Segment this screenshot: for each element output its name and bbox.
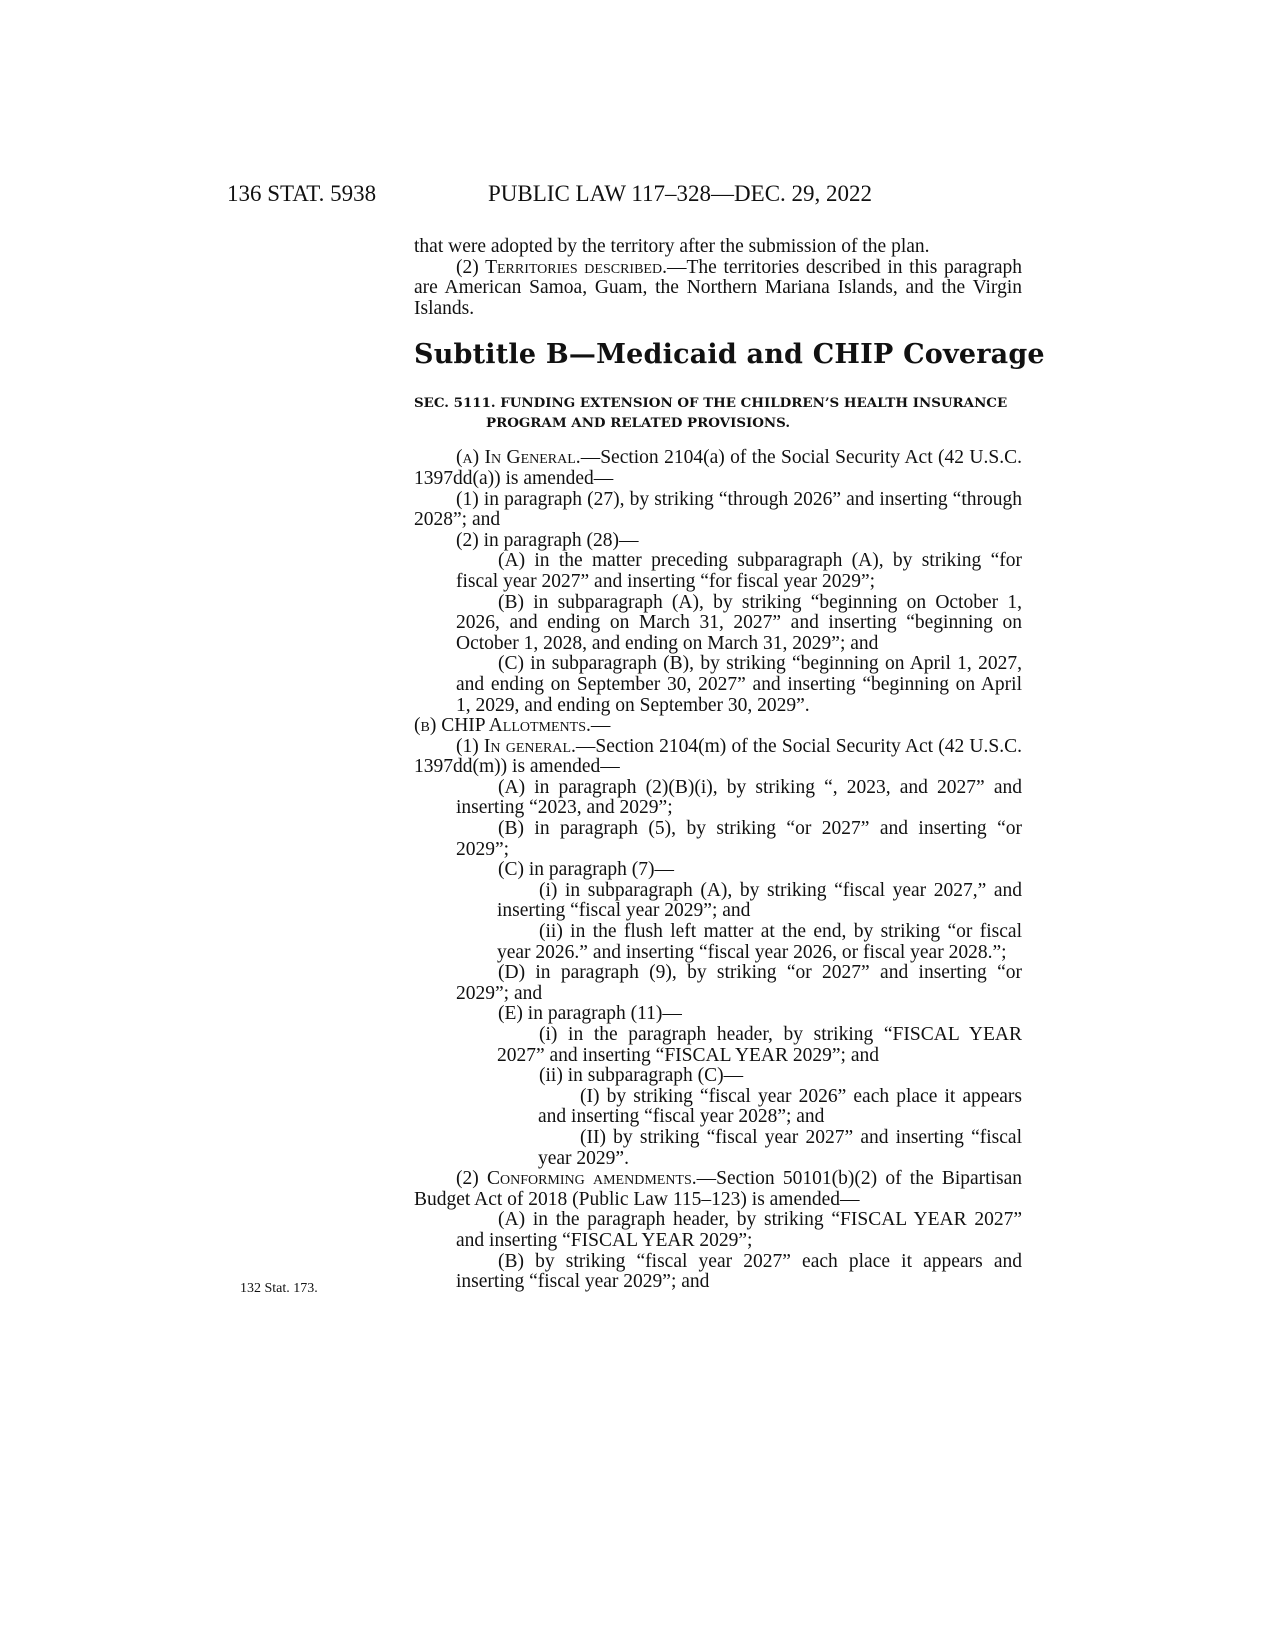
paragraph-heading: (2) Conforming amendments. (456, 1168, 697, 1190)
paragraph (414, 258, 1022, 320)
margin-note: 132 Stat. 173. (240, 1281, 318, 1296)
subparagraph-b1E: (E) in paragraph (11)— (498, 1003, 682, 1025)
subparagraph-b1D: (D) in paragraph (9), by striking “or 2027” and inserting “or 2029”; and (456, 962, 1022, 1004)
subparagraph-b1C: (C) in paragraph (7)— (498, 859, 674, 881)
subparagraph-b2B: (B) by striking “fiscal year 2027” each place it appears and inserting “fiscal year 2029”; and (456, 1250, 1022, 1293)
subsection-a (414, 448, 1022, 489)
subparagraph-a2C: (C) in subparagraph (B), by striking “beginning on April 1, 2027, and ending on September 30, 2027” and inserting “beginning on April 1, 2029, and ending on September 30, 2029”. (456, 653, 1022, 716)
paragraph-text: —Section 50101(b)(2) of the Bipartisan Budget Act of 2018 (Public Law 115–123) is amended— (414, 1168, 1023, 1210)
subparagraph-b2A: (A) in the paragraph header, by striking “FISCAL YEAR 2027” and inserting “FISCAL YEAR 2029”; (456, 1209, 1022, 1251)
subsection-text: — (590, 715, 611, 737)
page-citation: 136 STAT. 5938 (227, 181, 377, 206)
paragraph-b2 (414, 1169, 1022, 1210)
subparagraph-a2B: (B) in subparagraph (A), by striking “beginning on October 1, 2026, and ending on March 31, 2027” and inserting “beginning on October 1, 2028, and ending on March 31, 2029”; and (456, 591, 1022, 654)
section-heading: SEC. 5111. FUNDING EXTENSION OF THE CHILDREN’S HEALTH INSURANCE PROGRAM AND RELATED PROVISIONS. (414, 395, 1008, 432)
subparagraph-a2A: (A) in the matter preceding subparagraph (A), by striking “for fiscal year 2027” and inserting “for fiscal year 2029”; (456, 550, 1022, 592)
subclause-I: (I) by striking “fiscal year 2026” each place it appears and inserting “fiscal year 2028”; and (538, 1085, 1022, 1128)
document-body (414, 236, 1045, 1293)
subsection-b (414, 716, 1022, 737)
subtitle-heading: Subtitle B—Medicaid and CHIP Coverage (414, 339, 1045, 371)
paragraph-b1 (414, 737, 1022, 778)
paragraph: that were adopted by the territory after the submission of the plan. (414, 236, 930, 257)
paragraph-a1: (1) in paragraph (27), by striking “through 2026” and inserting “through 2028”; and (414, 488, 1022, 531)
clause-b1Ci: (i) in subparagraph (A), by striking “fiscal year 2027,” and inserting “fiscal year 2029”; and (497, 879, 1022, 922)
paragraph-text: —Section 2104(m) of the Social Security Act (42 U.S.C. 1397dd(m)) is amended— (414, 735, 1022, 778)
subsection-heading: (a) In General. (456, 447, 581, 469)
clause-b1Eii: (ii) in subparagraph (C)— (539, 1065, 744, 1087)
running-header: PUBLIC LAW 117–328—DEC. 29, 2022 (488, 181, 873, 206)
subparagraph-b1A: (A) in paragraph (2)(B)(i), by striking “, 2023, and 2027” and inserting “2023, and 2029”; (456, 776, 1022, 819)
subparagraph-b1B: (B) in paragraph (5), by striking “or 2027” and inserting “or 2029”; (456, 818, 1022, 860)
paragraph-a2: (2) in paragraph (28)— (456, 529, 639, 551)
clause-b1Ei: (i) in the paragraph header, by striking “FISCAL YEAR 2027” and inserting “FISCAL YEAR 2029”; and (497, 1024, 1022, 1066)
paragraph-heading: (2) Territories described. (456, 256, 667, 278)
paragraph-heading: (1) In general. (456, 735, 576, 757)
paragraph-text: —The territories described in this paragraph are American Samoa, Guam, the Northern Mariana Islands, and the Virgin Islands. (414, 256, 1022, 319)
subsection-text: —Section 2104(a) of the Social Security Act (42 U.S.C. 1397dd(a)) is amended— (414, 447, 1022, 489)
clause-b1Cii: (ii) in the flush left matter at the end, by striking “or fiscal year 2026.” and inserting “fiscal year 2026, or fiscal year 2028.”; (497, 921, 1022, 963)
subclause-II: (II) by striking “fiscal year 2027” and inserting “fiscal year 2029”. (538, 1126, 1022, 1169)
subsection-heading: (b) CHIP Allotments. (414, 715, 591, 737)
